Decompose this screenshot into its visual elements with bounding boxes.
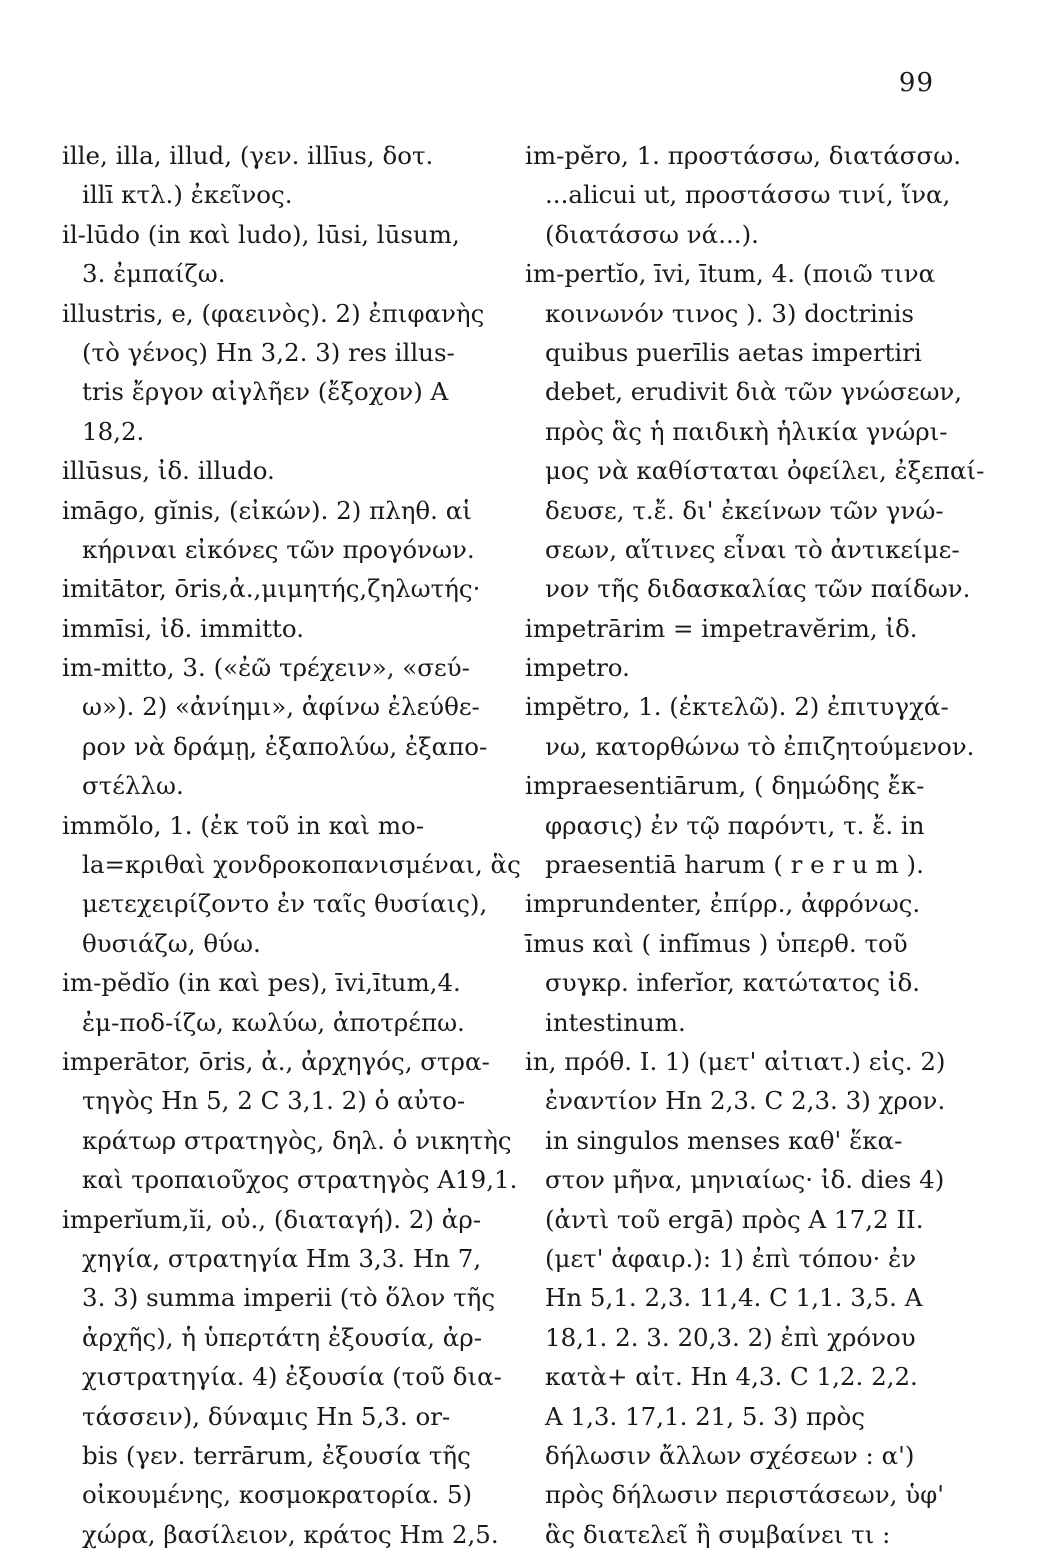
entry-continuation-line: ω»). 2) «ἀνίημι», ἀφίνω ἐλεύθε- xyxy=(82,692,480,722)
entry-continuation-line: 3. ἐμπαίζω. xyxy=(82,259,226,289)
entry-continuation-line: κήριναι εἰκόνες τῶν προγόνων. xyxy=(82,534,475,564)
entry-continuation-line: χηγία, στρατηγία Hm 3,3. Hn 7, xyxy=(82,1243,482,1273)
entry-continuation-line: θυσιάζω, θύω. xyxy=(82,928,261,958)
entry-continuation-line: πρὸς ἃς ἡ παιδικὴ ἡλικία γνώρι- xyxy=(545,416,948,446)
right-column xyxy=(525,136,985,1554)
left-column xyxy=(62,136,532,1554)
entry-continuation-line: μος νὰ καθίσταται ὀφείλει, ἐξεπαί- xyxy=(545,456,985,486)
entry-headword-line: impetro. xyxy=(525,653,630,683)
entry-continuation-line: κράτωρ στρατηγὸς, δηλ. ὁ νικητὴς xyxy=(82,1125,512,1155)
entry-continuation-line: ἐμ-ποδ-ίζω, κωλύω, ἀποτρέπω. xyxy=(82,1007,465,1037)
entry-headword-line: illustris, e, (φαεινὸς). 2) ἐπιφανὴς xyxy=(62,298,485,328)
page-number: 99 xyxy=(898,68,934,98)
entry-headword-line: imperātor, ōris, ἀ., ἀρχηγός, στρα- xyxy=(62,1046,490,1076)
entry-continuation-line: (ἀντὶ τοῦ ergā) πρὸς A 17,2 II. xyxy=(545,1204,924,1234)
entry-continuation-line: la=κριθαὶ χονδροκοπανισμέναι, ἃς xyxy=(82,850,521,880)
entry-continuation-line: (διατάσσω νά...). xyxy=(545,219,759,249)
entry-continuation-line: νω, κατορθώνω τὸ ἐπιζητούμενον. xyxy=(545,731,975,761)
entry-headword-line: imitātor, ōris,ἀ.,μιμητής,ζηλωτής· xyxy=(62,574,481,604)
entry-headword-line: immŏlo, 1. (ἐκ τοῦ in καὶ mo- xyxy=(62,810,425,840)
entry-headword-line: imperĭum,ĭi, οὐ., (διαταγή). 2) ἀρ- xyxy=(62,1204,482,1234)
entry-continuation-line: δευσε, τ.ἔ. δι' ἐκείνων τῶν γνώ- xyxy=(545,495,944,525)
entry-continuation-line: σεων, αἵτινες εἶναι τὸ ἀντικείμε- xyxy=(545,534,960,564)
entry-continuation-line: A 1,3. 17,1. 21, 5. 3) πρὸς xyxy=(545,1401,865,1431)
entry-headword-line: im-pĕro, 1. προστάσσω, διατάσσω. xyxy=(525,141,962,170)
entry-headword-line: impetrārim = impetravĕrim, ἰδ. xyxy=(525,613,918,643)
entry-continuation-line: tris ἔργον αἰγλῆεν (ἔξοχον) A xyxy=(82,377,449,407)
entry-continuation-line: κατὰ+ αἰτ. Hn 4,3. C 1,2. 2,2. xyxy=(545,1362,918,1392)
entry-continuation-line: (μετ' ἀφαιρ.): 1) ἐπὶ τόπου· ἐν xyxy=(545,1243,917,1273)
entry-continuation-line: quibus puerīlis aetas impertiri xyxy=(545,337,922,367)
entry-continuation-line: 18,2. xyxy=(82,416,145,446)
entry-continuation-line: (τὸ γένος) Hn 3,2. 3) res illus- xyxy=(82,337,455,367)
entry-continuation-line: τάσσειν), δύναμις Hn 5,3. or- xyxy=(82,1401,451,1431)
entry-continuation-line: illī κτλ.) ἐκεῖνος. xyxy=(82,180,293,210)
entry-continuation-line: ἀρχῆς), ἡ ὑπερτάτη ἐξουσία, ἀρ- xyxy=(82,1322,482,1352)
entry-continuation-line: 18,1. 2. 3. 20,3. 2) ἐπὶ χρόνου xyxy=(545,1322,916,1352)
entry-continuation-line: δήλωσιν ἄλλων σχέσεων : α') xyxy=(545,1440,915,1470)
entry-continuation-line: ...alicui ut, προστάσσω τινί, ἵνα, xyxy=(545,180,951,210)
entry-continuation-line: bis (γεν. terrārum, ἐξουσία τῆς xyxy=(82,1440,471,1470)
entry-continuation-line: πρὸς δήλωσιν περιστάσεων, ὑφ' xyxy=(545,1480,944,1510)
entry-continuation-line: νον τῆς διδασκαλίας τῶν παίδων. xyxy=(545,574,971,604)
entry-headword-line: illūsus, ἰδ. illudo. xyxy=(62,456,275,486)
entry-continuation-line: ἃς διατελεῖ ἢ συμβαίνει τι : xyxy=(545,1519,891,1549)
entry-continuation-line: τηγὸς Hn 5, 2 C 3,1. 2) ὁ αὐτο- xyxy=(82,1086,466,1116)
entry-headword-line: imāgo, gĭnis, (εἰκών). 2) πληθ. αἱ xyxy=(62,495,472,525)
entry-headword-line: il-lūdo (in καὶ ludo), lūsi, lūsum, xyxy=(62,219,460,249)
entry-continuation-line: μετεχειρίζοντο ἐν ταῖς θυσίαις), xyxy=(82,889,488,919)
entry-continuation-line: στον μῆνα, μηνιαίως· ἰδ. dies 4) xyxy=(545,1165,945,1195)
entry-headword-line: in, πρόθ. I. 1) (μετ' αἰτιατ.) εἰς. 2) xyxy=(525,1046,946,1076)
entry-headword-line: im-mitto, 3. («ἐῶ τρέχειν», «σεύ- xyxy=(62,653,470,683)
entry-headword-line: impraesentiārum, ( δημώδης ἔκ- xyxy=(525,771,925,801)
entry-headword-line: ille, illa, illud, (γεν. illīus, δοτ. xyxy=(62,141,434,170)
entry-continuation-line: ρον νὰ δράμῃ, ἐξαπολύω, ἐξαπο- xyxy=(82,731,488,761)
entry-continuation-line: καὶ τροπαιοῦχος στρατηγὸς A19,1. xyxy=(82,1165,518,1195)
entry-headword-line: im-pertĭo, īvi, ītum, 4. (ποιῶ τινα xyxy=(525,259,936,289)
entry-continuation-line: in singulos menses καθ' ἕκα- xyxy=(545,1125,903,1155)
entry-headword-line: immīsi, ἰδ. immitto. xyxy=(62,613,304,643)
entry-continuation-line: στέλλω. xyxy=(82,771,184,801)
entry-continuation-line: συγκρ. inferĭor, κατώτατος ἰδ. xyxy=(545,968,921,998)
entry-continuation-line: οἰκουμένης, κοσμοκρατορία. 5) xyxy=(82,1480,473,1510)
entry-continuation-line: Hn 5,1. 2,3. 11,4. C 1,1. 3,5. A xyxy=(545,1283,923,1313)
entry-continuation-line: χιστρατηγία. 4) ἐξουσία (τοῦ δια- xyxy=(82,1362,502,1392)
entry-continuation-line: 3. 3) summa imperii (τὸ ὅλον τῆς xyxy=(82,1283,496,1313)
entry-headword-line: im-pĕdĭo (in καὶ pes), īvi,ītum,4. xyxy=(62,968,461,998)
entry-continuation-line: intestinum. xyxy=(545,1007,686,1037)
entry-headword-line: īmus καὶ ( infĭmus ) ὑπερθ. τοῦ xyxy=(525,928,908,958)
entry-continuation-line: debet, erudivit διὰ τῶν γνώσεων, xyxy=(545,377,963,407)
entry-headword-line: imprundenter, ἐπίρρ., ἀφρόνως. xyxy=(525,889,921,919)
entry-continuation-line: χώρα, βασίλειον, κράτος Hm 2,5. xyxy=(82,1519,499,1549)
entry-continuation-line: φρασις) ἐν τῷ παρόντι, τ. ἔ. in xyxy=(545,810,925,840)
entry-continuation-line: praesentiā harum ( r e r u m ). xyxy=(545,850,924,880)
entry-continuation-line: κοινωνόν τινος ). 3) doctrinis xyxy=(545,298,914,328)
entry-continuation-line: ἐναντίον Hn 2,3. C 2,3. 3) χρον. xyxy=(545,1086,946,1116)
entry-headword-line: impĕtro, 1. (ἐκτελῶ). 2) ἐπιτυγχά- xyxy=(525,692,949,722)
